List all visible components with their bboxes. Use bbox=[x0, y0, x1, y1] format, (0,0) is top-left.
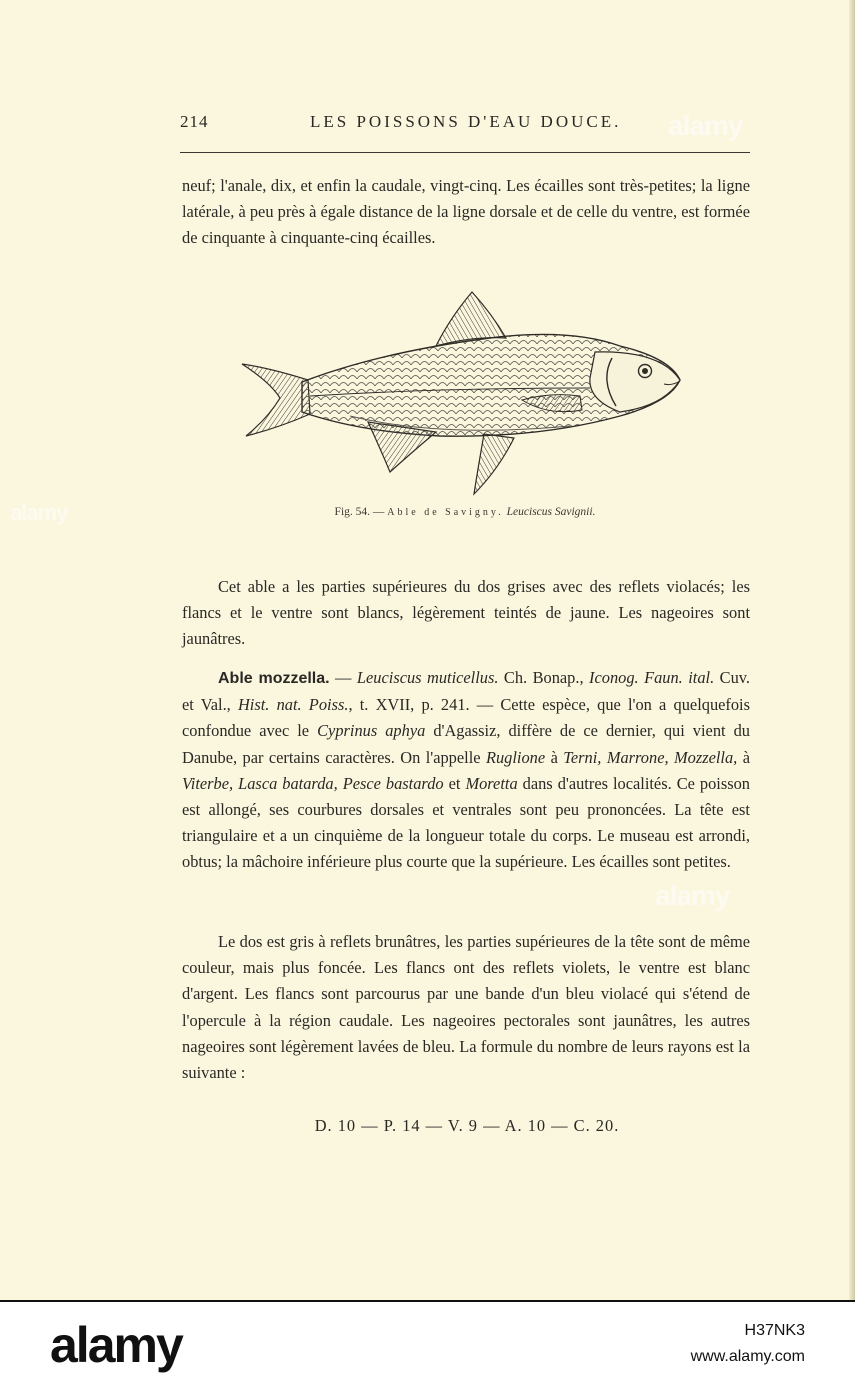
local-name-moretta: Moretta bbox=[465, 773, 518, 793]
ray-formula: D. 10 — P. 14 — V. 9 — A. 10 — C. 20. bbox=[314, 1116, 620, 1135]
species-latin-name: Leuciscus muticellus. bbox=[356, 668, 499, 687]
watermark: alamy bbox=[10, 500, 68, 525]
pelvic-fin bbox=[474, 434, 514, 494]
watermark: alamy bbox=[655, 880, 730, 911]
paragraph-intro: neuf; l'anale, dix, et enfin la caudale, vingt-cinq. Les écailles sont très-petites; la ligne latérale, à peu près à égale distance de la ligne dorsale et de celle du ventre, est formée de cinquante à cinquante-cinq écailles. bbox=[182, 176, 750, 248]
stock-footer bbox=[0, 1300, 855, 1390]
running-title: LES POISSONS D'EAU DOUCE. bbox=[310, 112, 622, 131]
fish-head bbox=[590, 352, 680, 412]
local-name-ruglione: Ruglione bbox=[485, 747, 546, 767]
local-names-viterbe: Viterbe, Lasca batarda, Pesce bastardo bbox=[182, 773, 444, 793]
local-names-terni: Terni, Marrone, Mozzella, bbox=[563, 747, 738, 767]
cyprinus-name: Cyprinus aphya bbox=[317, 721, 426, 741]
paragraph-description: Le dos est gris à reflets brunâtres, les parties supérieures de la tête sont de même couleur, mais plus foncée. Les flancs ont des reflets violets, le ventre est blanc d'argent. Les flancs sont parcourus par une bande d'un bleu violacé qui s'étend de l'opercule à la région caudale. Les nageoires pectorales sont jaunâtres, les autres nageoires sont légèrement lavées de bleu. La formule du nombre de leurs rayons est la suivante : bbox=[182, 932, 750, 1083]
paragraph-coloration: Cet able a les parties supérieures du dos grises avec des reflets violacés; les flancs et le ventre sont blancs, légèrement teintés de jaune. Les nageoires sont jaunâtres. bbox=[182, 577, 750, 649]
figure-caption bbox=[180, 506, 750, 518]
figure-label: Fig. 54. — bbox=[334, 506, 385, 518]
caudal-fin bbox=[242, 364, 310, 436]
fish-illustration bbox=[240, 288, 685, 500]
page-header bbox=[180, 112, 750, 136]
page-edge bbox=[849, 0, 855, 1300]
image-id: H37NK3 bbox=[744, 1322, 805, 1339]
paragraph-able-mozzella: Able mozzella. — Leuciscus muticellus. Ch. Bonap., Iconog. Faun. ital. Cuv. et Val., Hist. nat. Poiss., t. XVII, p. 241. — Cette espèce, que l'on a quelquefois confondue avec le Cyprinus aphya d'Agassiz, diffère de ce dernier, qui vient du Danube, par certains caractères. On l'appelle Ruglione à Terni, Marrone, Mozzella, à Viterbe, Lasca batarda, Pesce bastardo et Moretta dans d'autres localités. Ce poisson est allongé, ses courbures dorsales et ventrales sont peu prononcées. La tête est triangulaire et a un cinquième de la longueur totale du corps. Le museau est arrondi, obtus; la mâchoire inférieure plus courte que la supérieure. Les écailles sont petites. bbox=[182, 668, 750, 872]
species-heading: Able mozzella. bbox=[218, 670, 330, 687]
figure-common-name: Able de Savigny. bbox=[387, 507, 504, 518]
header-rule bbox=[180, 152, 750, 153]
page-number: 214 bbox=[180, 112, 209, 131]
figure-latin-name: Leuciscus Savignii. bbox=[506, 506, 596, 518]
watermark: alamy bbox=[668, 110, 743, 141]
footer-divider bbox=[0, 1300, 855, 1302]
reference-hist-nat: Hist. nat. Poiss. bbox=[237, 695, 349, 715]
reference-iconog: Iconog. Faun. ital. bbox=[589, 668, 715, 687]
alamy-logo[interactable]: alamy bbox=[50, 1317, 182, 1373]
site-url[interactable]: www.alamy.com bbox=[690, 1348, 805, 1365]
